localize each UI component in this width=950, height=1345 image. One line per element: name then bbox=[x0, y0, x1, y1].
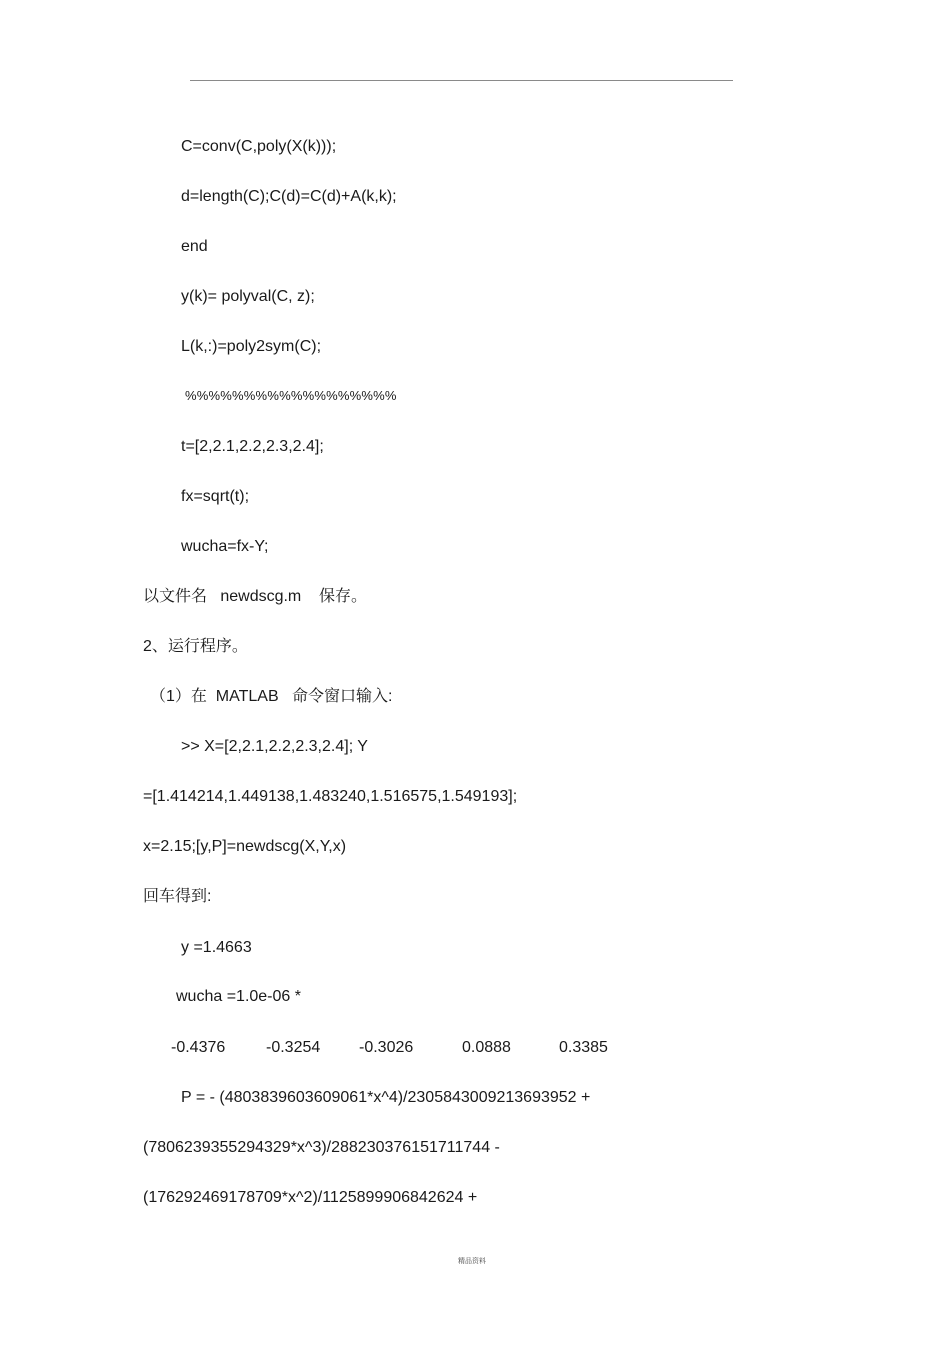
footer-label: 精品资料 bbox=[458, 1257, 486, 1265]
wucha-value: -0.3026 bbox=[359, 1039, 414, 1056]
result-wucha-label: wucha =1.0e-06 * bbox=[176, 988, 301, 1005]
code-line-t: t=[2,2.1,2.2,2.3,2.4]; bbox=[181, 438, 324, 455]
result-p-line-3: (176292469178709*x^2)/1125899906842624 + bbox=[143, 1189, 478, 1206]
result-p-line-2: (7806239355294329*x^3)/288230376151711744 - bbox=[143, 1139, 500, 1156]
command-line-call: x=2.15;[y,P]=newdscg(X,Y,x) bbox=[143, 838, 347, 855]
code-line-polyval: y(k)= polyval(C, z); bbox=[181, 288, 315, 305]
save-instruction: 以文件名 newdscg.m 保存。 bbox=[143, 588, 368, 605]
wucha-value: 0.0888 bbox=[462, 1039, 511, 1056]
code-line-conv: C=conv(C,poly(X(k))); bbox=[181, 138, 337, 155]
step-heading: 2、运行程序。 bbox=[143, 638, 248, 655]
code-line-comment: %%%%%%%%%%%%%%%%%% bbox=[185, 388, 397, 403]
code-line-fx: fx=sqrt(t); bbox=[181, 488, 250, 505]
result-heading: 回车得到: bbox=[143, 888, 212, 905]
wucha-value: 0.3385 bbox=[559, 1039, 608, 1056]
result-p-line-1: P = - (4803839603609061*x^4)/2305843009213693952 + bbox=[181, 1089, 591, 1106]
result-y: y =1.4663 bbox=[181, 939, 252, 956]
code-line-wucha: wucha=fx-Y; bbox=[181, 538, 269, 555]
code-line-end: end bbox=[181, 238, 208, 255]
wucha-value: -0.3254 bbox=[266, 1039, 321, 1056]
code-line-length: d=length(C);C(d)=C(d)+A(k,k); bbox=[181, 188, 397, 205]
command-line-x: >> X=[2,2.1,2.2,2.3,2.4]; Y bbox=[181, 738, 368, 755]
wucha-value: -0.4376 bbox=[171, 1039, 226, 1056]
command-line-y: =[1.414214,1.449138,1.483240,1.516575,1.549193]; bbox=[143, 788, 518, 805]
substep-input: （1）在 MATLAB 命令窗口输入: bbox=[150, 688, 393, 705]
header-rule bbox=[190, 80, 733, 81]
code-line-poly2sym: L(k,:)=poly2sym(C); bbox=[181, 338, 322, 355]
